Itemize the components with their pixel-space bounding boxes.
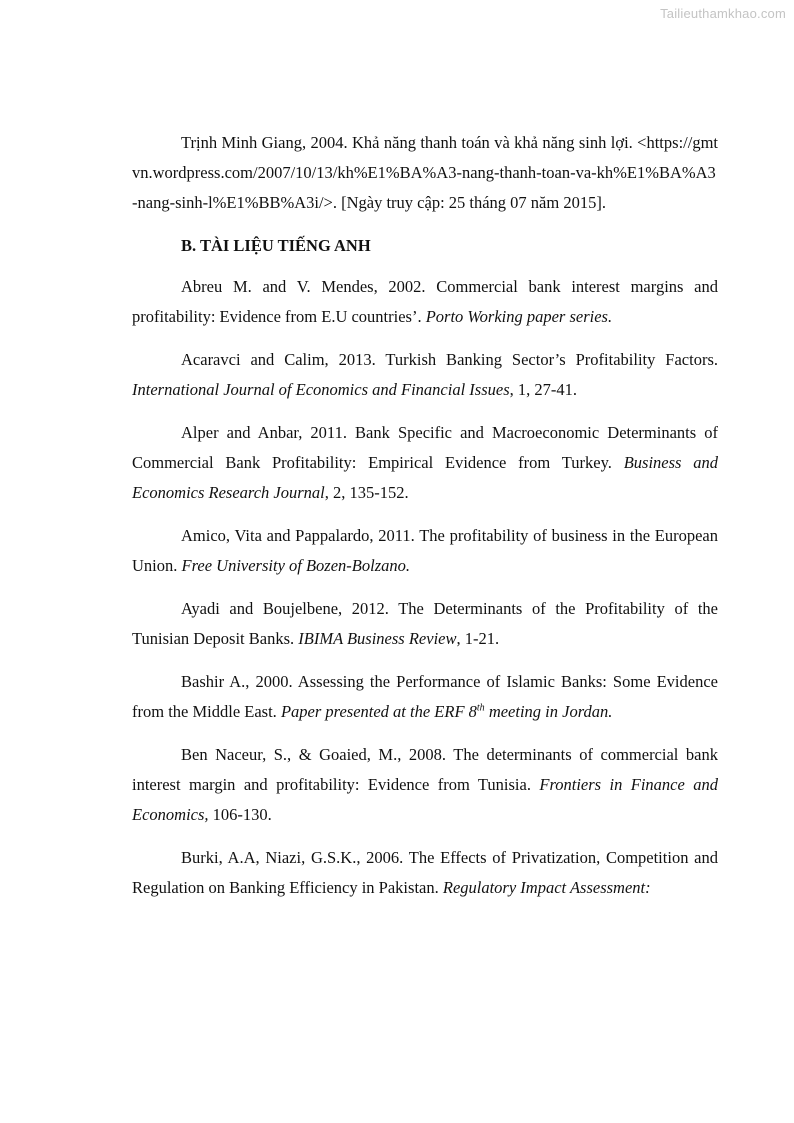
reference-entry	[132, 594, 718, 654]
reference-entry	[132, 667, 718, 727]
reference-source-continued: meeting in Jordan.	[484, 702, 613, 721]
watermark: Tailieuthamkhao.com	[660, 6, 786, 21]
reference-source: Porto Working paper series.	[425, 307, 613, 326]
reference-details: , 1, 27-41.	[509, 380, 577, 399]
reference-source: Business and Economics Research Journal	[132, 453, 718, 502]
reference-text: Trịnh Minh Giang, 2004. Khả năng thanh toán và khả năng sinh lợi. <https://gmtvn.wordpress.com/2007/10/13/kh%E1%BA%A3-nang-thanh-toan-va-kh%E1%BA%A3-nang-sinh-l%E1%BB%A3i/>. [Ngày truy cập: 25 tháng 07 năm 2015].	[132, 133, 718, 212]
reference-text: Amico, Vita and Pappalardo, 2011. The profitability of business in the European Union.	[132, 526, 718, 575]
reference-details: , 2, 135-152.	[324, 483, 409, 502]
reference-text: Acaravci and Calim, 2013. Turkish Banking Sector’s Profitability Factors.	[181, 350, 718, 369]
reference-entry	[132, 843, 718, 903]
reference-entry	[132, 272, 718, 332]
reference-entry	[132, 521, 718, 581]
reference-entry	[132, 418, 718, 508]
reference-text: Alper and Anbar, 2011. Bank Specific and Macroeconomic Determinants of Commercial Bank Profitability: Empirical Evidence from Turkey.	[132, 423, 718, 472]
reference-superscript: th	[476, 702, 485, 714]
reference-details: , 1-21.	[456, 629, 500, 648]
reference-source: Regulatory Impact Assessment:	[442, 878, 651, 897]
reference-text: Ayadi and Boujelbene, 2012. The Determinants of the Profitability of the Tunisian Deposit Banks.	[132, 599, 718, 648]
reference-source: IBIMA Business Review	[298, 629, 457, 648]
reference-text: Burki, A.A, Niazi, G.S.K., 2006. The Effects of Privatization, Competition and Regulation on Banking Efficiency in Pakistan.	[132, 848, 718, 897]
reference-entry	[132, 345, 718, 405]
reference-text: Abreu M. and V. Mendes, 2002. Commercial bank interest margins and profitability: Evidence from E.U countries’.	[132, 277, 718, 326]
reference-source: Free University of Bozen-Bolzano.	[181, 556, 411, 575]
reference-source: Frontiers in Finance and Economics,	[132, 775, 718, 824]
reference-entry	[132, 740, 718, 830]
reference-text: Ben Naceur, S., & Goaied, M., 2008. The determinants of commercial bank interest margin and profitability: Evidence from Tunisia.	[132, 745, 718, 794]
reference-source: Paper presented at the ERF 8	[280, 702, 477, 721]
reference-source: International Journal of Economics and Financial Issues	[132, 380, 510, 399]
reference-text: Bashir A., 2000. Assessing the Performance of Islamic Banks: Some Evidence from the Middle East.	[132, 672, 718, 721]
section-heading: B. TÀI LIỆU TIẾNG ANH	[181, 236, 371, 255]
reference-entry	[132, 128, 718, 218]
document-page	[132, 128, 718, 916]
reference-details: 106-130.	[208, 805, 272, 824]
